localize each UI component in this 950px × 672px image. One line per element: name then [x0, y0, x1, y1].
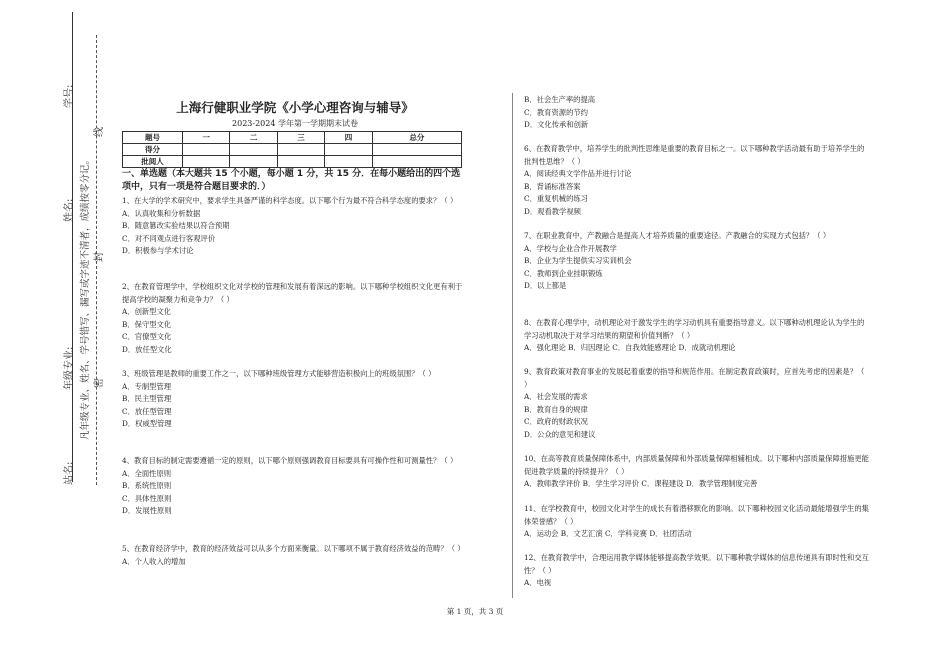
margin-solid-line — [72, 12, 73, 482]
warning-text: 凡年级专业、姓名、学号错写、漏写或字迹不清者，成绩按零分记。 — [80, 154, 91, 440]
column-divider — [512, 93, 513, 598]
question-stem: 5、在教育经济学中，教育的经济效益可以从多个方面来衡量。以下哪项不属于教育经济效益的范畴？（ ） — [122, 544, 465, 553]
option-a: A．创新型文化 — [122, 307, 172, 316]
exam-title: 上海行健职业学院《小学心理咨询与辅导》 — [176, 100, 414, 115]
question-9 — [524, 366, 869, 441]
exam-subtitle: 2023-2024 学年第一学期期末试卷 — [232, 119, 358, 128]
grader-table-row — [123, 156, 462, 168]
seal-dense-text: 密 — [94, 378, 105, 388]
option-b: B．背诵标准答案 — [524, 181, 581, 191]
option-c: C．教育资源的节约 — [524, 107, 588, 117]
score-table — [122, 131, 462, 168]
question-stem: 4、教育目标的制定需要遵循一定的原则，以下哪个原则强调教育目标要具有可操作性和可测量性？（ ） — [122, 456, 458, 465]
page-footer: 第 1 页，共 3 页 — [446, 607, 504, 616]
score-table-row — [123, 144, 462, 156]
score-table-header: 总分 — [372, 132, 461, 144]
option-a: A．专制型管理 — [122, 381, 172, 391]
question-stem: 3、班级管理是教师的重要工作之一，以下哪种班级管理方式能够营造积极向上的班级氛围？（ ） — [122, 369, 436, 378]
option-a: A．阅读经典文学作品并进行讨论 — [524, 169, 632, 178]
score-cell — [325, 144, 372, 156]
student-no-label: 学号: — [64, 84, 75, 108]
question-5-continued — [524, 94, 869, 132]
score-table-header: 四 — [325, 132, 372, 144]
option-b: B．随意篡改实验结果以符合预期 — [122, 221, 230, 230]
option-a: A．教师教学评价 B．学生学习评价 C．课程建设 D．教学管理制度完善 — [524, 479, 758, 488]
seal-seal-text: 封 — [94, 252, 105, 262]
question-12 — [524, 552, 869, 590]
score-cell — [277, 144, 324, 156]
question-8 — [524, 317, 869, 355]
grader-row-label: 批阅人 — [123, 156, 183, 168]
option-b: B．企业为学生提供实习实训机会 — [524, 256, 632, 265]
class-label: 年级专业: — [64, 346, 75, 390]
option-d: D．观看教学视频 — [524, 206, 581, 216]
option-a: A．强化理论 B．归因理论 C．自我效能感理论 D．成就动机理论 — [524, 343, 736, 352]
option-a: A．全面性原则 — [122, 468, 172, 478]
option-a: A．学校与企业合作开展教学 — [524, 243, 617, 253]
option-d: D．以上都是 — [524, 281, 567, 290]
grader-cell — [277, 156, 324, 168]
seal-line-text: 线 — [94, 127, 105, 137]
question-stem: 12、在教育教学中，合理运用教学媒体能够提高教学效果。以下哪种教学媒体的信息传递具有即时性和交互性？（ ） — [524, 553, 869, 575]
option-b: B．系统性原则 — [122, 481, 172, 490]
option-d: D．放任型文化 — [122, 344, 172, 354]
score-table-header: 三 — [277, 132, 324, 144]
score-table-header-row — [123, 132, 462, 144]
option-c: C．具体性原则 — [122, 493, 172, 503]
score-row-label: 得分 — [123, 144, 183, 156]
question-10 — [524, 453, 869, 491]
score-cell — [230, 144, 277, 156]
option-c: C．官僚型文化 — [122, 332, 172, 341]
grader-cell — [372, 156, 461, 168]
option-b: B．保守型文化 — [122, 319, 172, 329]
question-stem: 8、在教育心理学中，动机理论对于激发学生的学习动机具有重要指导意义。以下哪种动机理论认为学生的学习动机取决于对学习结果的期望和价值判断？（ ） — [524, 318, 865, 340]
question-11 — [524, 503, 869, 541]
grader-cell — [230, 156, 277, 168]
option-c: C．重复机械的练习 — [524, 194, 588, 203]
option-a: A．电视 — [524, 578, 552, 587]
question-stem: 10、在高等教育质量保障体系中，内部质量保障和外部质量保障相辅相成。以下哪种内部质量保障措施更能促进教学质量的持续提升？（ ） — [524, 454, 869, 476]
question-stem: 1、在大学的学术研究中，要求学生具备严谨的科学态度。以下哪个行为最不符合科学态度的要求？（ ） — [122, 196, 458, 205]
section-1-heading: 一、单选题（本大题共 15 个小题，每小题 1 分，共 15 分．在每小题给出的四个选项中，只有一项是符合题目要求的．） — [122, 169, 461, 192]
option-d: D．权威型管理 — [122, 419, 172, 428]
question-5 — [122, 543, 467, 568]
question-3 — [122, 368, 467, 431]
question-stem: 2、在教育管理学中，学校组织文化对学校的管理和发展有着深远的影响。以下哪种学校组织文化更有利于提高学校的凝聚力和竞争力？（ ） — [122, 282, 463, 304]
option-b: B．民主型管理 — [122, 394, 172, 403]
question-4 — [122, 455, 467, 518]
option-d: D．发展性原则 — [122, 506, 172, 515]
score-table-header: 二 — [230, 132, 277, 144]
question-6 — [524, 143, 869, 218]
option-b: B．社会生产率的提高 — [524, 95, 596, 104]
score-table-header: 题号 — [123, 132, 183, 144]
option-d: D．公众的意见和建议 — [524, 429, 596, 439]
school-label: 站名: — [64, 461, 75, 485]
option-c: C．放任型管理 — [122, 406, 172, 416]
option-a: A．社会发展的需求 — [524, 392, 588, 401]
question-stem: 7、在职业教育中，产教融合是提高人才培养质量的重要途径。产教融合的实现方式包括？（ ） — [524, 231, 831, 240]
question-7 — [524, 230, 869, 293]
option-c: C．教师到企业挂职锻炼 — [524, 268, 603, 278]
score-table-header: 一 — [183, 132, 230, 144]
question-stem: 9、教育政策对教育事业的发展起着重要的指导和规范作用。在制定教育政策时，应首先考虑的因素是？（ ） — [524, 367, 865, 389]
score-cell — [372, 144, 461, 156]
grader-cell — [183, 156, 230, 168]
grader-cell — [325, 156, 372, 168]
question-stem: 6、在教育教学中，培养学生的批判性思维是重要的教育目标之一。以下哪种教学活动最有助于培养学生的批判性思维？（ ） — [524, 144, 865, 166]
question-1 — [122, 195, 467, 258]
option-a: A．认真收集和分析数据 — [122, 208, 201, 218]
option-d: D．文化传承和创新 — [524, 120, 589, 129]
score-cell — [183, 144, 230, 156]
option-c: C．对不同观点进行客观评价 — [122, 233, 216, 243]
option-b: B．教育自身的规律 — [524, 404, 588, 414]
option-c: C．政府的财政状况 — [524, 417, 588, 426]
option-a: A．个人收入的增加 — [122, 556, 186, 566]
option-d: D．积极参与学术讨论 — [122, 246, 194, 255]
question-2 — [122, 281, 467, 356]
option-a: A．运动会 B．文艺汇演 C．学科竞赛 D．社团活动 — [524, 529, 692, 538]
name-label: 姓名: — [64, 198, 75, 222]
question-stem: 11、在学校教育中，校园文化对学生的成长有着潜移默化的影响。以下哪种校园文化活动最能增强学生的集体荣誉感？（ ） — [524, 504, 869, 526]
